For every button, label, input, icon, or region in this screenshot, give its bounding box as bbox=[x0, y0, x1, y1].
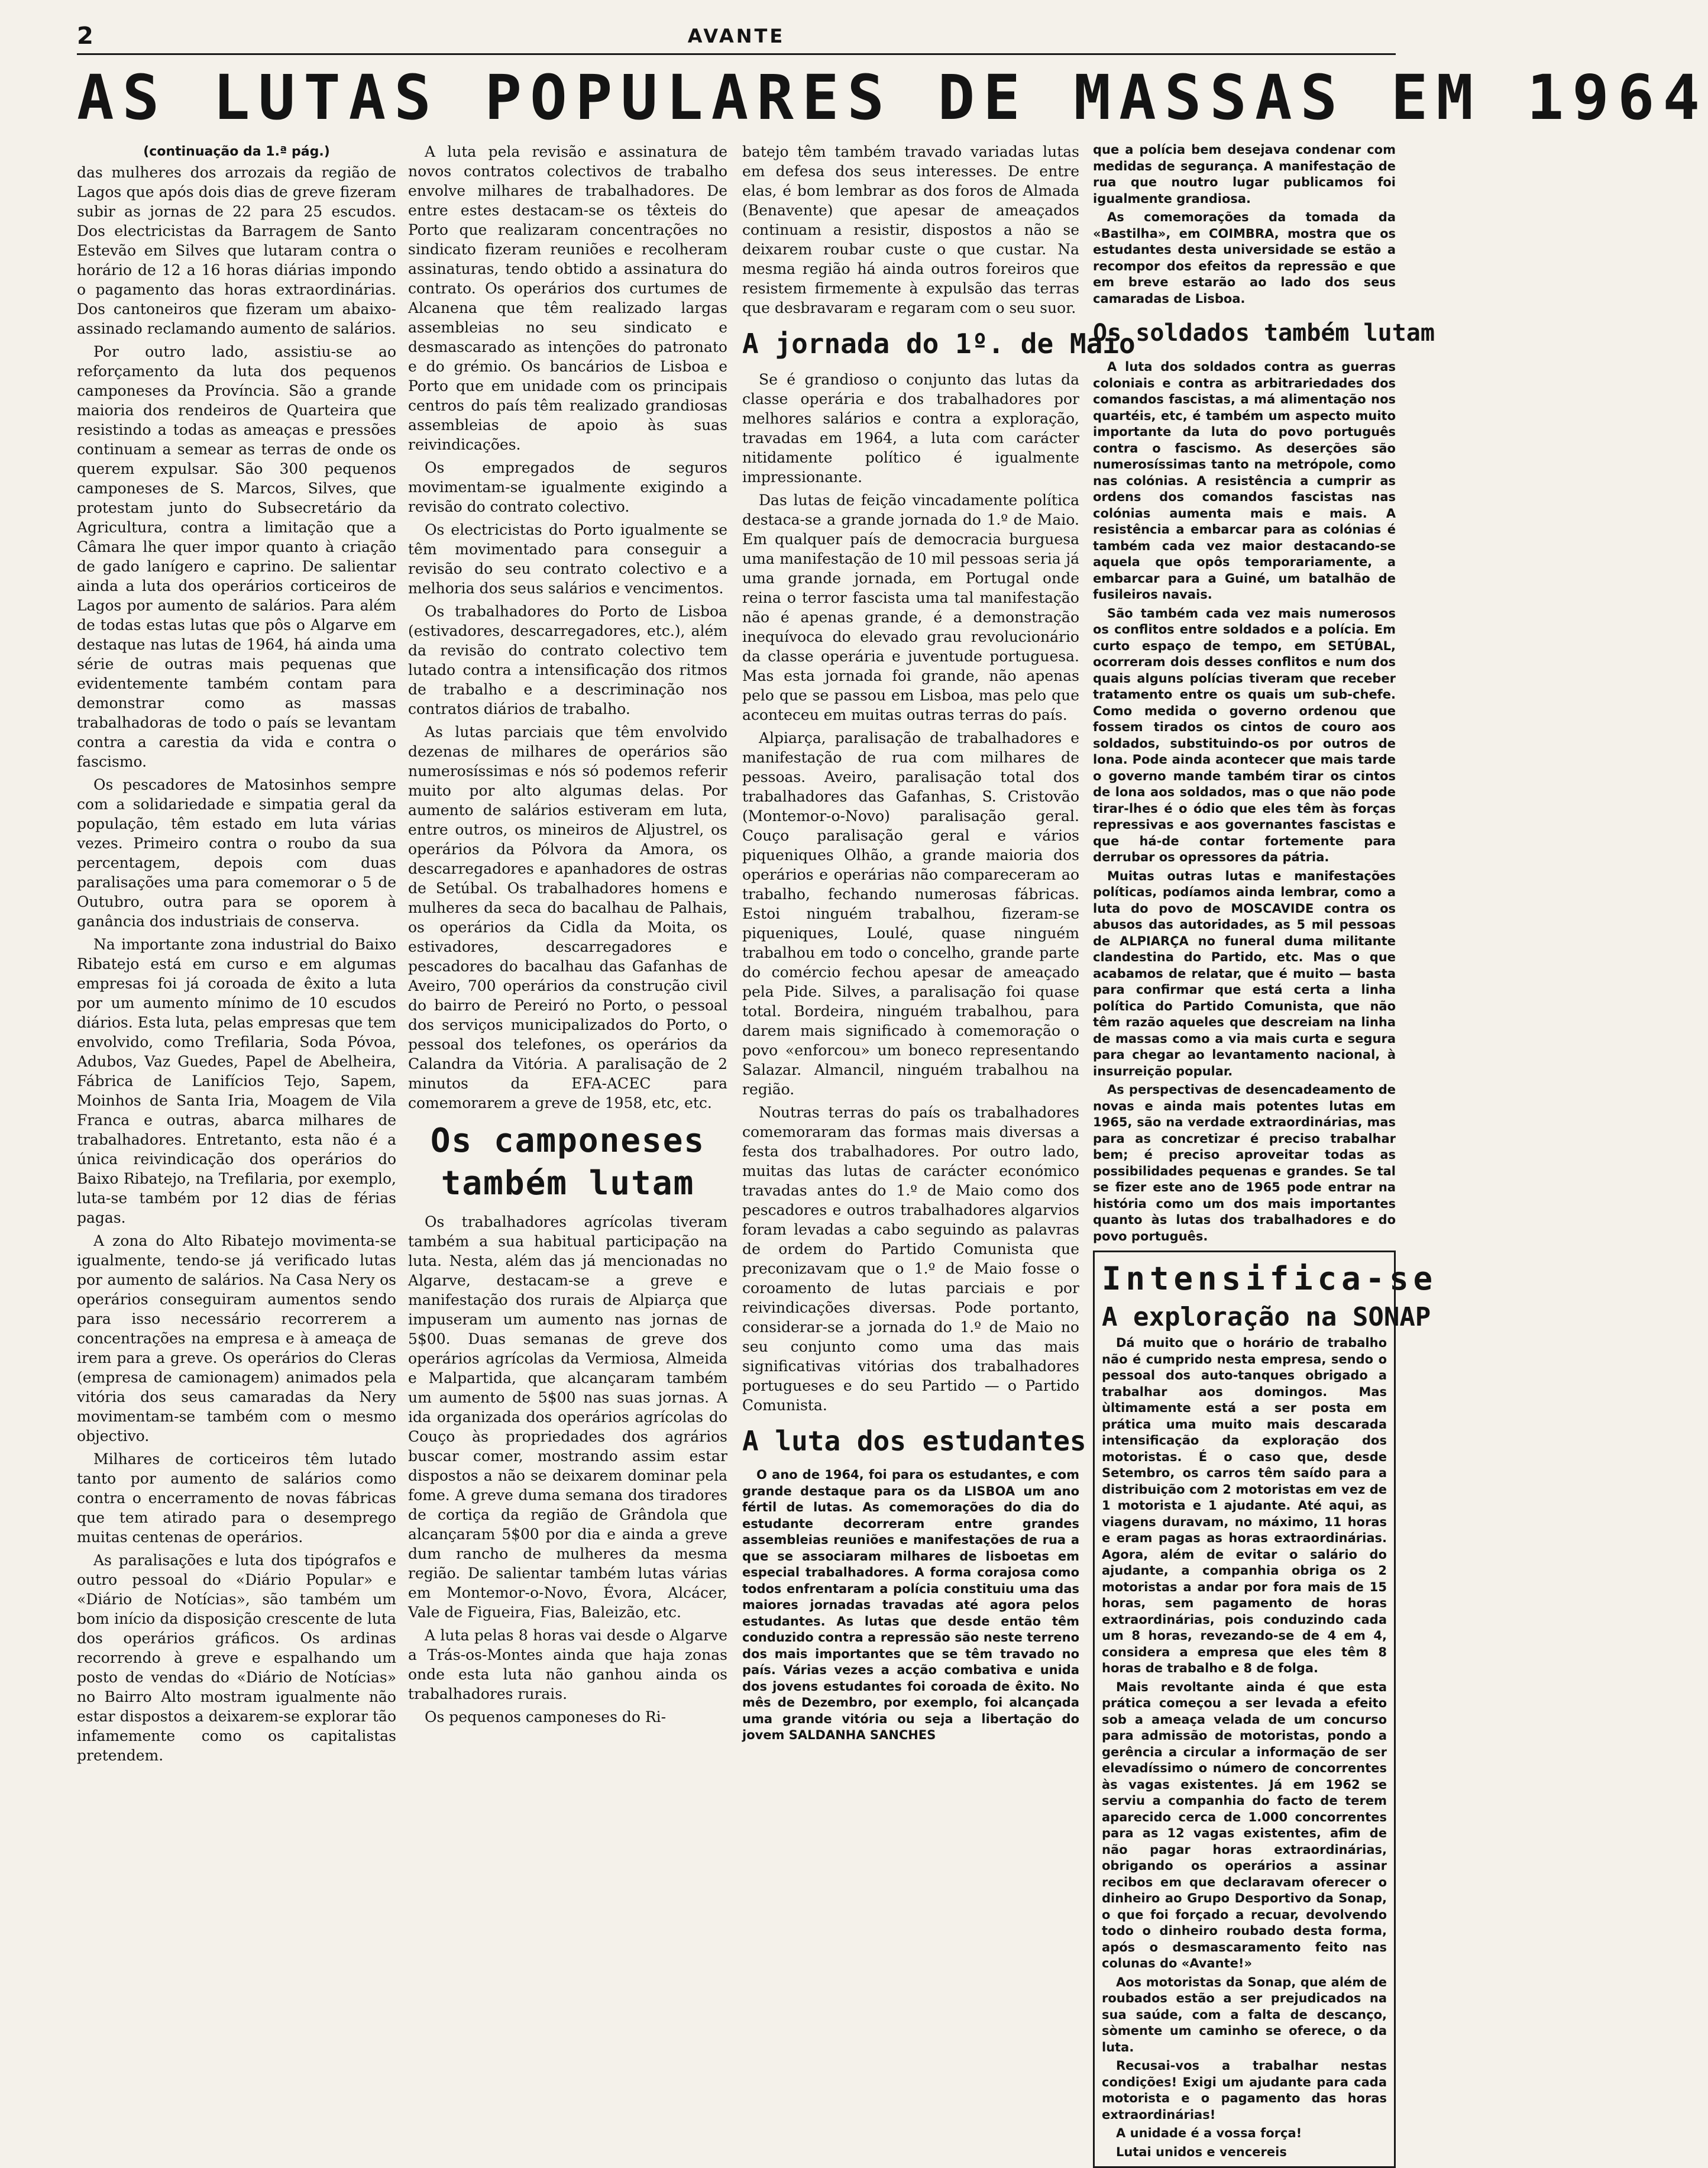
subheading-primeiro-de-maio: A jornada do 1º. de Maio bbox=[742, 328, 1136, 360]
subheading-soldados: Os soldados também lutam bbox=[1093, 319, 1435, 347]
paragraph: Noutras terras do país os trabalhadores comemoraram das formas mais diversas a festa dos trabalhadores. Por outro lado, muitas das lutas de carácter económico travadas antes do 1.º de Maio como dos pescadores e outros trabalhadores algarvios foram levadas a cabo seguindo as palavras de ordem do Partido Comunista que preconizavam que o 1.º de Maio fosse o coroamento de lutas parciais e por reivindicações diversas. Pode portanto, considerar-se a jornada do 1.º de Maio no seu conjunto como uma das mais significativas vitórias dos trabalhadores portugueses e do seu Partido — o Partido Comunista. bbox=[742, 1104, 1079, 1414]
paragraph: das mulheres dos arrozais da região de Lagos que após dois dias de greve fizeram subir as jornas de 22 para 25 escudos. Dos electricistas da Barragem de Santo Estevão em Silves que lutaram contra o horário de 12 a 16 horas diárias impondo o pagamento das horas extraordinárias. Dos cantoneiros que fizeram um abaixo-assinado reclamando aumento de salários. bbox=[77, 164, 396, 337]
paragraph: Mais revoltante ainda é que esta prática começou a ser levada a efeito sob a ameaça velada de um concurso para admissão de motoristas, pondo a gerência a circular a informação de ser elevadíssimo o número de concorrentes às vagas existentes. Já em 1962 se serviu a companhia do facto de terem aparecido cerca de 1.000 concorrentes para as 12 vagas existentes, afim de não pagar horas extraordinárias, obrigando os operários a assinar recibos em que declaravam oferecer o dinheiro ao Grupo Desportivo da Sonap, o que foi forçado a recuar, devolvendo todo o dinheiro roubado desta forma, após o desmascaramento feito nas colunas do «Avante!» bbox=[1102, 1679, 1387, 1970]
masthead: AVANTE bbox=[687, 25, 785, 47]
paragraph: Os pequenos camponeses do Ri- bbox=[425, 1708, 667, 1726]
page-number: 2 bbox=[77, 22, 93, 50]
box-title: Intensifica-se bbox=[1102, 1260, 1438, 1297]
paragraph: São também cada vez mais numerosos os conflitos entre soldados e a polícia. Em curto espaço de tempo, em SETÚBAL, ocorreram dois desses conflitos e num dos quais alguns polícias tiveram que receber tratamento entre os quais um sub-chefe. Como medida o governo ordenou que fossem tirados os cintos de couro aos soldados, substituindo-os por outros de lona. Pode ainda acontecer que mais tarde o governo mande também tirar os cintos de lona aos soldados, mas o que não pode tirar-lhes é o ódio que eles têm às forças repressivas e aos governantes fascistas e que há-de contar fortemente para derrubar os opressores da pátria. bbox=[1093, 606, 1396, 864]
paragraph: Alpiarça, paralisação de trabalhadores e manifestação de rua com milhares de pessoas. Aveiro, paralisação total dos trabalhadores das Gafanhas, S. Cristovão (Montemor-o-Novo) paralisação geral. Couço paralisação geral e vários piqueniques Olhão, a grande maioria dos operários e operárias não compareceram ao trabalho, fechando numerosas fábricas. Estoi ninguém trabalhou, fizeram-se piqueniques, Loulé, quase ninguém trabalhou em todo o concelho, grande parte do comércio fechou apesar de ameaçado pela Pide. Silves, a paralisação foi quase total. Bordeira, ninguém trabalhou, para darem mais significado à comemoração o povo «enforcou» um boneco representando Salazar. Almancil, ninguém trabalhou na região. bbox=[742, 729, 1079, 1098]
paragraph: Os empregados de seguros movimentam-se igualmente exigindo a revisão do contrato colectivo. bbox=[408, 459, 727, 515]
paragraph: Os pescadores de Matosinhos sempre com a solidariedade e simpatia geral da população, têm estado em luta várias vezes. Primeiro contra o roubo da sua percentagem, depois com duas paralisações uma para comemorar o 5 de Outubro, outra para se oporem à ganância dos industriais de conserva. bbox=[77, 776, 396, 930]
main-headline: AS LUTAS POPULARES DE MASSAS EM 1964 bbox=[77, 62, 1708, 134]
paragraph: Das lutas de feição vincadamente política destaca-se a grande jornada do 1.º de Maio. Em qualquer país de democracia burguesa uma manifestação de 10 mil pessoas seria já uma grande jornada, em Portugal onde reina o terror fascista uma tal manifestação não é apenas grande, é a demonstração inequívoca do elevado grau revolucionário da classe operária e juventude portuguesa. Mas esta jornada foi grande, não apenas pelo que se passou em Lisboa, mas pelo que aconteceu em muitas outras terras do país. bbox=[742, 492, 1079, 723]
paragraph: Se é grandioso o conjunto das lutas da classe operária e dos trabalhadores por melhores salários e contra a exploração, travadas em 1964, a luta com carácter nitidamente político é igualmente impressionante. bbox=[742, 371, 1079, 486]
paragraph: O ano de 1964, foi para os estudantes, e com grande destaque para os da LISBOA um ano fértil de lutas. As comemorações do dia do estudante decorreram entre grandes assembleias reuniões e manifestações de rua a que se associaram milhares de lisboetas em especial trabalhadores. A forma corajosa como todos enfrentaram a polícia constituiu uma das maiores jornadas travadas até agora pelos estudantes. As lutas que desde então têm conduzido contra a repressão são neste terreno dos mais importantes que se têm travado no país. Várias vezes a acção combativa e unida dos jovens estudantes foi coroada de êxito. No mês de Dezembro, por exemplo, foi alcançada uma grande vitória ou seja a libertação do jovem SALDANHA SANCHES bbox=[742, 1468, 1079, 1742]
paragraph: batejo têm também travado variadas lutas em defesa dos seus interesses. De entre elas, é bom lembrar as dos foros de Almada (Benavente) que apesar de ameaçados continuam a resistir, dispostos a não se deixarem roubar custe o que custar. Na mesma região há ainda outros foreiros que resistem firmemente à expulsão das terras que desbravaram e regaram com o seu suor. bbox=[742, 143, 1079, 316]
paragraph: As lutas parciais que têm envolvido dezenas de milhares de operários são numerosíssimas e nós só podemos referir muito por alto algumas delas. Por aumento de salários estiveram em luta, entre outros, os mineiros de Aljustrel, os operários da Pólvora da Amora, os descarregadores e apanhadores de ostras de Setúbal. Os trabalhadores homens e mulheres da seca do bacalhau de Palhais, os operários da Cidla da Moita, os estivadores, descarregadores e pescadores do bacalhau das Gafanhas de Aveiro, 700 operários da construção civil do bairro de Pereiró no Porto, o pessoal dos serviços municipalizados do Porto, o pessoal dos telefones, os operários da Calandra da Vitória. A paralisação de 2 minutos da EFA-ACEC para comemorarem a greve de 1958, etc, etc. bbox=[408, 723, 727, 1112]
box-subtitle: A exploração na SONAP bbox=[1102, 1302, 1431, 1332]
paragraph: Os trabalhadores agrícolas tiveram também a sua habitual participação na luta. Nesta, além das já mencionadas no Algarve, destacam-se a greve e manifestação dos rurais de Alpiarça que impuseram um aumento nas jornas de 5$00. Duas semanas de greve dos operários agrícolas da Vermiosa, Almeida e Malpartida, que alcançaram também um aumento de 5$00 nas suas jornas. A ida organizada dos operários agrícolas do Couço às propriedades dos agrários buscar comer, mostrando assim estar dispostos a não se deixarem dominar pela fome. A greve duma semana dos tiradores de cortiça da região de Grândola que alcançaram 5$00 por dia e ainda a greve dum rancho de mulheres da mesma região. De salientar também lutas várias em Montemor-o-Novo, Évora, Alcácer, Vale de Figueira, Fias, Baleizão, etc. bbox=[408, 1213, 727, 1621]
paragraph: A luta dos soldados contra as guerras coloniais e contra as arbitrariedades dos comandos fascistas, a má alimentação nos quartéis, etc, é também um aspecto muito importante da luta do povo português contra o fascismo. As deserções são numerosíssimas tanto na metrópole, como nas colónias. A resistência a cumprir as ordens dos comandos fascistas nas colónias aumenta mais e mais. A resistência a embarcar para as colónias é também cada vez maior destacando-se aquela que opôs temporariamente, a embarcar para a Guiné, um batalhão de fusileiros navais. bbox=[1093, 360, 1396, 602]
paragraph: Muitas outras lutas e manifestações políticas, podíamos ainda lembrar, como a luta do povo de MOSCAVIDE contra os abusos das autoridades, as 5 mil pessoas de ALPIARÇA no funeral duma militante clandestina do Partido, etc. Mas o que acabamos de relatar, que é muito — basta para confirmar que está certa a linha política do Partido Comunista, que não têm razão aqueles que descreiam na linha de massas como a via mais curta e segura para chegar ao levantamento nacional, à insurreição popular. bbox=[1093, 868, 1396, 1078]
paragraph: Recusai-vos a trabalhar nestas condições! Exigi um ajudante para cada motorista e o pagamento das horas extraordinárias! bbox=[1102, 2059, 1387, 2122]
paragraph: Os trabalhadores do Porto de Lisboa (estivadores, descarregadores, etc.), além da revisão do contrato colectivo tem lutado contra a intensificação dos ritmos de trabalho e a descriminação nos contratos diários de trabalho. bbox=[408, 603, 727, 718]
column-2 bbox=[408, 142, 727, 2100]
paragraph: As comemorações da tomada da «Bastilha», em COIMBRA, mostra que os estudantes desta universidade se estão a recompor dos efeitos da repressão e que em breve estarão ao lado dos seus camaradas de Lisboa. bbox=[1093, 210, 1396, 306]
paragraph: As paralisações e luta dos tipógrafos e outro pessoal do «Diário Popular» e «Diário de Notícias», são também um bom início da disposição crescente de luta dos operários gráficos. Os ardinas recorrendo à greve e espalhando um posto de vendas do «Diário de Notícias» no Bairro Alto mostram igualmente não estar dispostos a deixarem-se explorar tão infamemente como os capitalistas pretendem. bbox=[77, 1552, 396, 1764]
paragraph: Os electricistas do Porto igualmente se têm movimentado para conseguir a revisão do seu contrato colectivo e a melhoria dos seus salários e vencimentos. bbox=[408, 521, 727, 597]
paragraph: Dá muito que o horário de trabalho não é cumprido nesta empresa, sendo o pessoal dos auto-tanques obrigado a trabalhar aos domingos. Mas ùltimamente está a ser posta em prática uma muito mais descarada intensificação da exploração dos motoristas. É o caso que, desde Setembro, os carros têm saído para a distribuição com 2 motoristas em vez de 1 motorista e 1 ajudante. Até aqui, as viagens duravam, no máximo, 11 horas e eram pagas as horas extraordinárias. Agora, além de evitar o salário do ajudante, a companhia obriga os 2 motoristas a andar por fora mais de 15 horas, sem pagamento de horas extraordinárias, pois conduzindo cada um 8 horas, revezando-se de 4 em 4, considera a empresa que eles têm 8 horas de trabalho e 8 de folga. bbox=[1102, 1336, 1387, 1675]
paragraph: A zona do Alto Ribatejo movimenta-se igualmente, tendo-se já verificado lutas por aumento de salários. Na Casa Nery os operários conseguiram aumentos sendo para isso necessário recorrerem a concentrações na empresa e à ameaça de irem para a greve. Os operários do Cleras (empresa de camionagem) animados pela vitória dos seus camaradas da Nery movimentam-se também com o mesmo objectivo. bbox=[77, 1232, 396, 1445]
paragraph: A luta pelas 8 horas vai desde o Algarve a Trás-os-Montes ainda que haja zonas onde esta luta não ganhou ainda os trabalhadores rurais. bbox=[408, 1627, 727, 1702]
paragraph: As perspectivas de desencadeamento de novas e ainda mais potentes lutas em 1965, são na verdade extraordinárias, mas para as concretizar é preciso trabalhar bem; é preciso aproveitar todas as possibilidades pequenas e grandes. Se tal se fizer este ano de 1965 pode entrar na história como um dos mais importantes quanto às lutas dos trabalhadores e do povo português. bbox=[1093, 1083, 1396, 1243]
paragraph: Na importante zona industrial do Baixo Ribatejo está em curso e em algumas empresas foi já coroada de êxito a luta por um aumento mínimo de 10 escudos diários. Esta luta, pelas empresas que tem envolvido, como Trefilaria, Soda Póvoa, Adubos, Vaz Guedes, Papel de Abelheira, Fábrica de Lanifícios Tejo, Sapem, Moinhos de Santa Iria, Moagem de Vila Franca e outras, abarca milhares de trabalhadores. Entretanto, esta não é a única reivindicação dos operários do Baixo Ribatejo, na Trefilaria, por exemplo, luta-se também por 12 dias de férias pagas. bbox=[77, 936, 396, 1226]
paragraph: Aos motoristas da Sonap, que além de roubados estão a ser prejudicados na sua saúde, com a falta de descanço, sòmente um caminho se oferece, o da luta. bbox=[1102, 1975, 1387, 2054]
subheading-camponeses: Os camponeses também lutam bbox=[430, 1122, 706, 1203]
column-4 bbox=[1093, 142, 1438, 2159]
column-1 bbox=[77, 142, 396, 2100]
continuation-note: (continuação da 1.ª pág.) bbox=[143, 144, 330, 159]
page-header bbox=[77, 22, 1396, 55]
subheading-estudantes: A luta dos estudantes bbox=[742, 1425, 1086, 1457]
paragraph: Milhares de corticeiros têm lutado tanto por aumento de salários como contra o encerramento de novas fábricas que tem atirado para o desemprego muitas centenas de operários. bbox=[77, 1450, 396, 1546]
paragraph: Lutai unidos e vencereis bbox=[1116, 2144, 1287, 2159]
sonap-box bbox=[1093, 1251, 1438, 2168]
paragraph: Por outro lado, assistiu-se ao reforçamento da luta dos pequenos camponeses da Província. São a grande maioria dos rendeiros de Quarteira que resistindo a todas as ameaças e pressões continuam a semear as terras de onde os querem expulsar. São 300 pequenos camponeses de S. Marcos, Silves, que protestam junto do Subsecretário da Agricultura, contra a limitação que a Câmara lhe quer impor quanto à criação de gado lanígero e caprino. De salientar ainda a luta dos operários corticeiros de Lagos por aumento de salários. Para além de todas estas lutas que pôs o Algarve em destaque nas lutas de 1964, há ainda uma série de outras mais pequenas que evidentemente também contam para demonstrar como as massas trabalhadoras de todo o país se levantam contra a carestia da vida e contra o fascismo. bbox=[77, 343, 396, 770]
paragraph: que a polícia bem desejava condenar com medidas de segurança. A manifestação de rua que noutro lugar publicamos foi igualmente grandiosa. bbox=[1093, 143, 1396, 206]
paragraph: A luta pela revisão e assinatura de novos contratos colectivos de trabalho envolve milhares de trabalhadores. De entre estes destacam-se os têxteis do Porto que realizaram concentrações no sindicato fizeram reuniões e recolheram assinaturas, tendo obtido a assinatura do contrato. Os operários dos curtumes de Alcanena que têm realizado largas assembleias no seu sindicato e desmascarado as intenções do patronato e do grémio. Os bancários de Lisboa e Porto que em unidade com os principais centros do país têm realizado grandiosas assembleias de apoio às suas reivindicações. bbox=[408, 143, 727, 453]
column-3 bbox=[742, 142, 1136, 2100]
paragraph: A unidade é a vossa força! bbox=[1116, 2126, 1302, 2140]
